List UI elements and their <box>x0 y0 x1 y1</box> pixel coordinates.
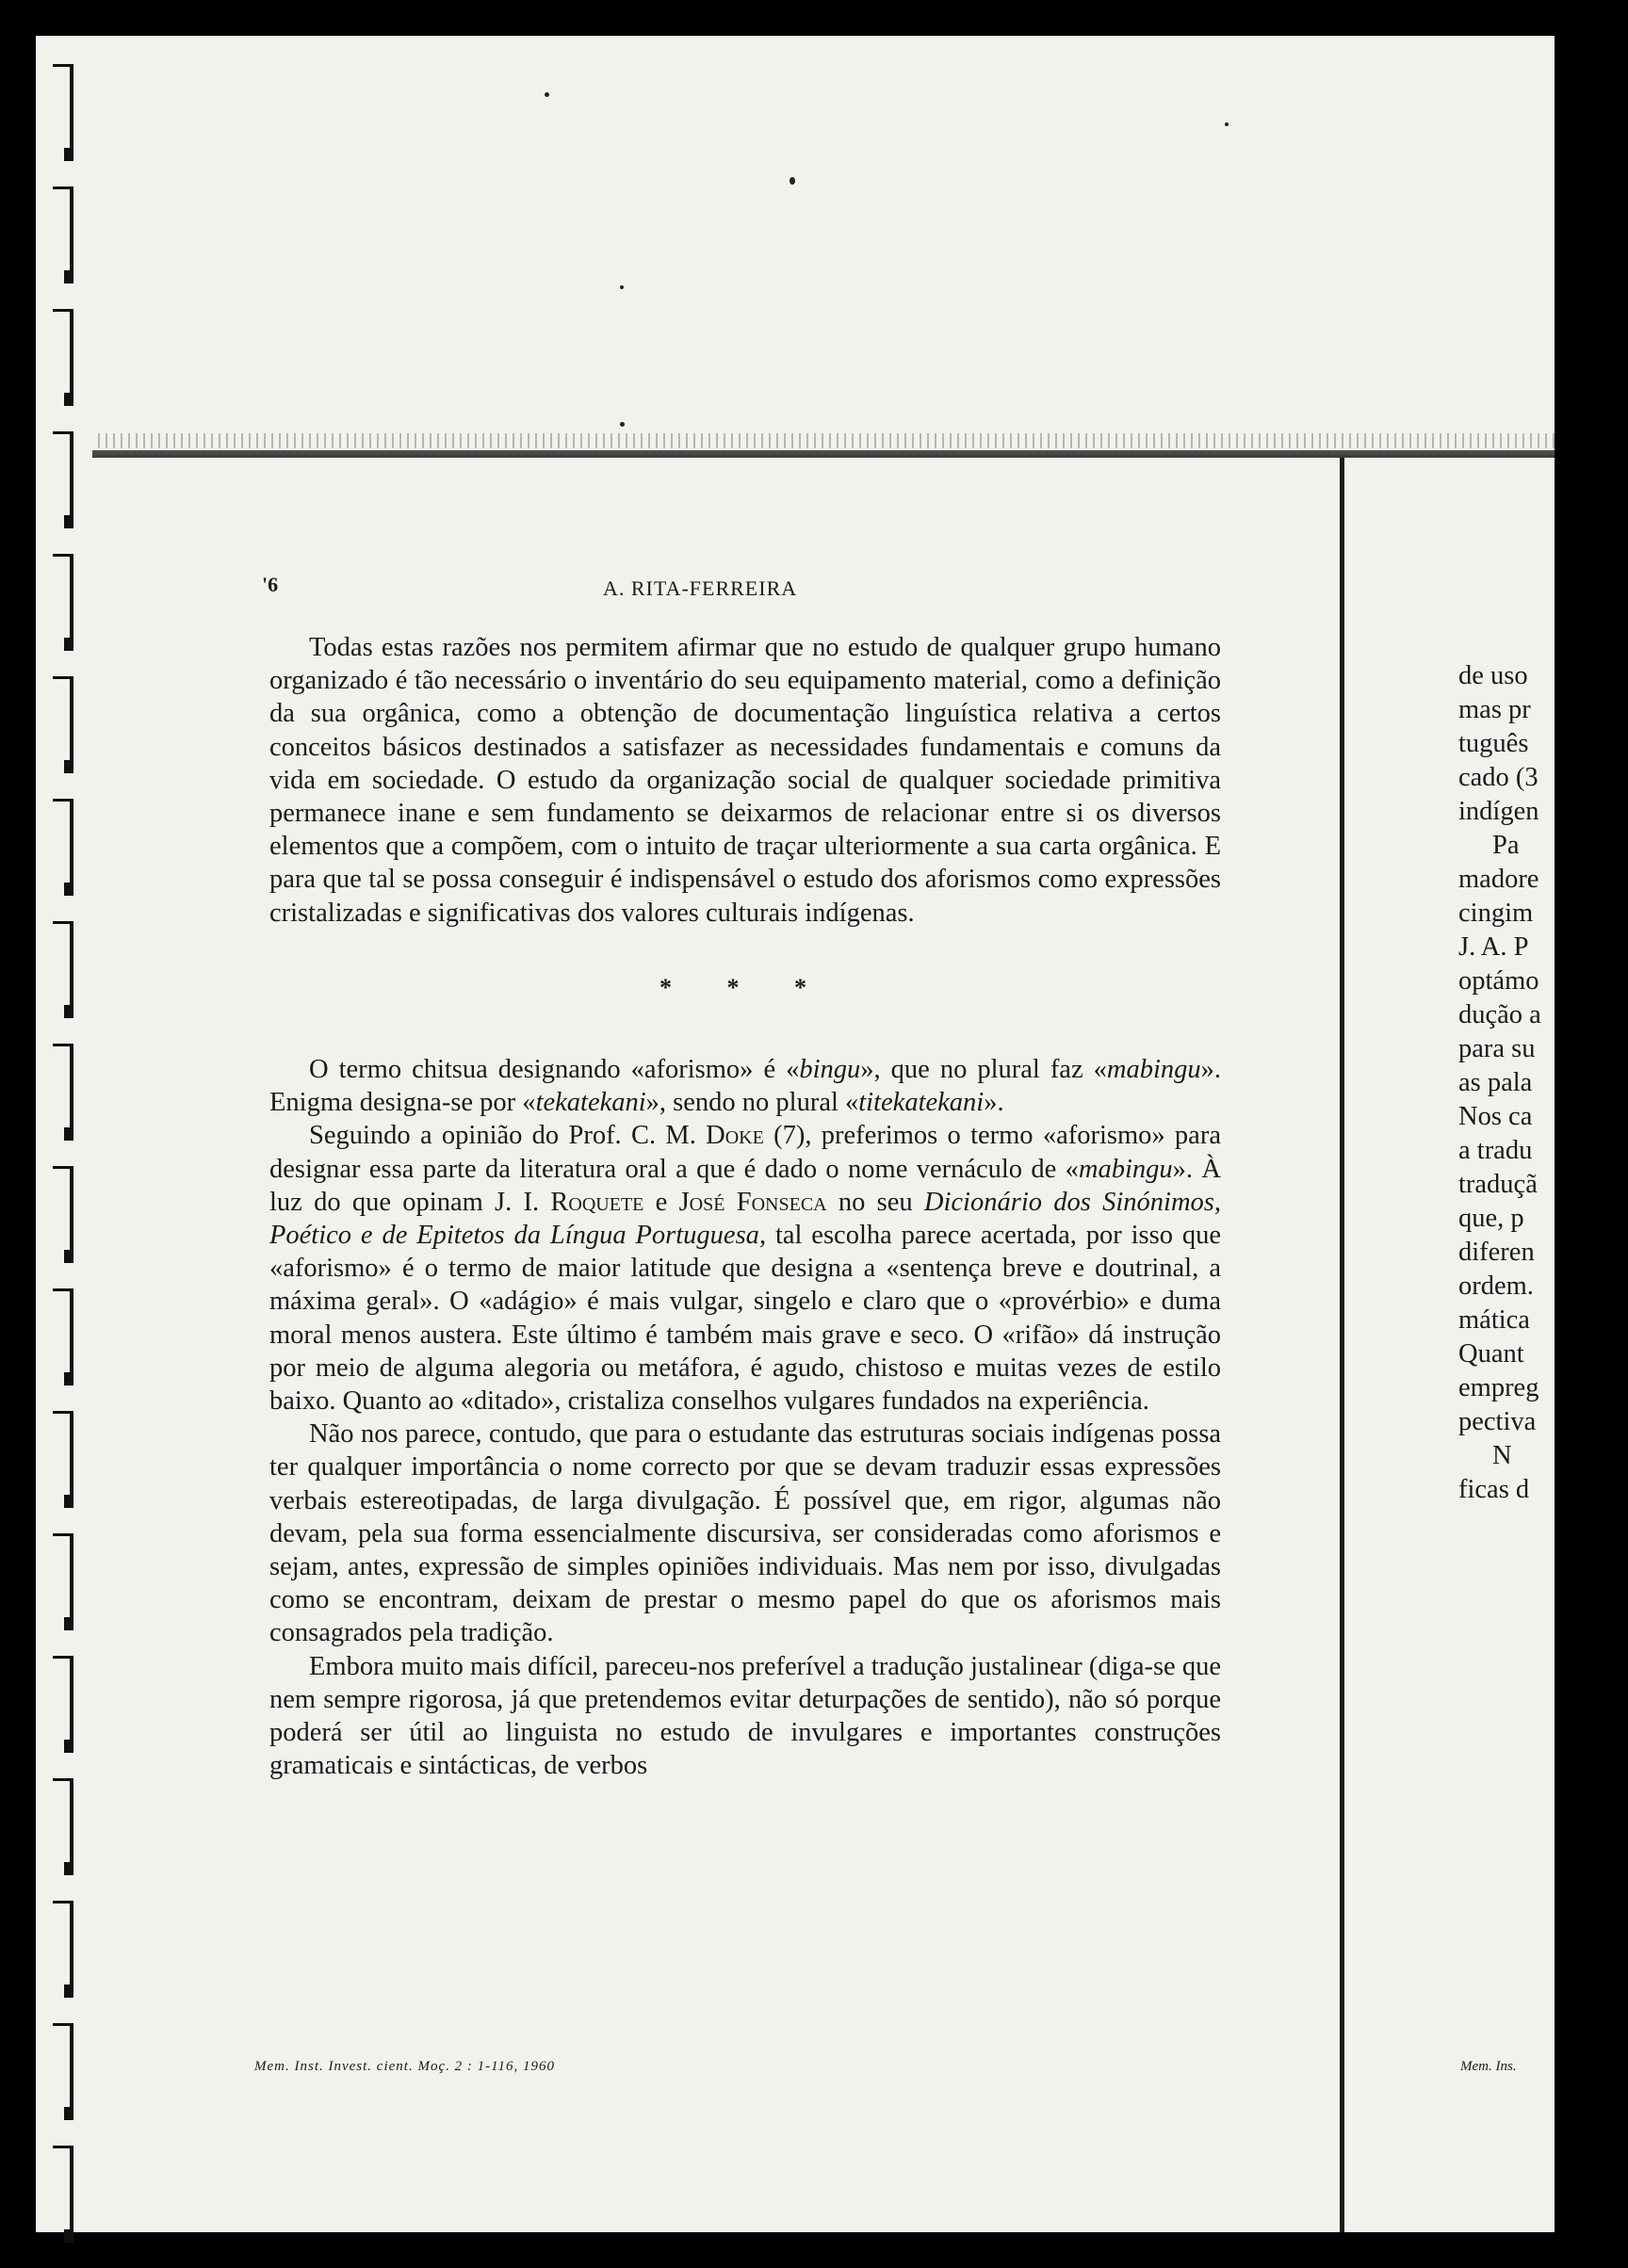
fragment-line: J. A. P <box>1458 932 1529 962</box>
paragraph-4: Não nos parece, contudo, que para o estudante das estruturas sociais indígenas possa ter qualquer importância o nome correcto por que se devam traduzir essas expressões verbais estereotipadas, de larga divulgação. É possível que, em rigor, algumas não devam, pela sua forma essencialmente discursiva, ser consideradas como aforismos e sejam, antes, expressão de simples opiniões individuais. Mas nem por isso, divulgadas como se encontram, deixam de prestar o mesmo papel do que os aforismos mais consagrados pela tradição. <box>269 1419 1221 1648</box>
fragment-line: traduçã <box>1458 1170 1538 1199</box>
facing-page-citation: Mem. Ins. <box>1460 2059 1517 2074</box>
fragment-line: diferen <box>1458 1238 1535 1267</box>
fragment-line: as pala <box>1458 1068 1533 1097</box>
fragment-line: cado (3 <box>1458 763 1538 792</box>
fragment-line: indígen <box>1458 797 1539 826</box>
fragment-line: de uso <box>1458 661 1528 690</box>
fragment-line: ficas d <box>1458 1475 1530 1504</box>
paragraph-2: O termo chitsua designando «aforismo» é «bingu», que no plural faz «mabingu». Enigma designa-se por «tekatekani», sendo no plural «titekatekani». <box>269 1055 1221 1118</box>
fragment-line: ordem. <box>1458 1272 1534 1301</box>
fragment-line: Quant <box>1458 1339 1524 1369</box>
fragment-line: para su <box>1458 1034 1536 1063</box>
scan-speck <box>620 422 625 427</box>
fragment-line: madore <box>1458 865 1539 894</box>
scan-speck <box>545 92 549 97</box>
fragment-line: Pa <box>1492 831 1520 860</box>
section-separator: * * * <box>659 973 831 1001</box>
binder-holes <box>53 64 90 2230</box>
journal-citation: Mem. Inst. Invest. cient. Moç. 2 : 1-116, 1960 <box>254 2059 555 2074</box>
running-head: A. RITA-FERREIRA <box>603 576 798 600</box>
fragment-line: cingim <box>1458 899 1534 928</box>
paragraph-1: Todas estas razões nos permitem afirmar que no estudo de qualquer grupo humano organizado é tão necessário o inventário do seu equipamento material, como a definição da sua orgânica, como a obtenção de documentação linguística relativa a certos conceitos básicos destinados a satisfazer as necessidades fundamentais e comuns da vida em sociedade. O estudo da organização social de qualquer sociedade primitiva permanece inane e sem fundamento se deixarmos de relacionar entre si os diversos elementos que a compõem, com o intuito de traçar ulteriormente a sua carta orgânica. E para que tal se possa conseguir é indispensável o estudo dos aforismos como expressões cristalizadas e significativas dos valores culturais indígenas. <box>269 633 1221 928</box>
scan-speck <box>790 177 795 185</box>
scan-speck <box>620 285 624 289</box>
fragment-line: dução a <box>1458 1000 1541 1029</box>
fragment-line: mática <box>1458 1305 1530 1335</box>
paragraph-3: Seguindo a opinião do Prof. C. M. Doke (7), preferimos o termo «aforismo» para designar essa parte da literatura oral a que é dado o nome vernáculo de «mabingu». À luz do que opinam J. I. Roquete e José Fonseca no seu Dicionário dos Sinónimos, Poético e de Epitetos da Língua Portuguesa, tal escolha parece acertada, por isso que «aforismo» é o termo de maior latitude que designa a «sentença breve e doutrinal, a máxima geral». O «adágio» é mais vulgar, singelo e claro que o «provérbio» e duma moral menos austera. Este último é também mais grave e seco. O «rifão» dá instrução por meio de alguma alegoria ou metáfora, é agudo, chistoso e muitas vezes de estilo baixo. Quanto ao «ditado», cristaliza conselhos vulgares fundados na experiência. <box>269 1121 1221 1417</box>
fragment-line: N <box>1492 1441 1512 1470</box>
fragment-line: tuguês <box>1458 729 1529 758</box>
page-gutter-line <box>1340 458 1344 2232</box>
main-text <box>269 631 1221 1783</box>
page-number: '6 <box>262 573 279 596</box>
facing-page-fragment <box>1458 659 1541 1507</box>
fragment-line: que, p <box>1458 1204 1524 1233</box>
scan-speck <box>1225 122 1229 126</box>
fragment-line: empreg <box>1458 1373 1539 1402</box>
fragment-line: mas pr <box>1458 695 1531 724</box>
fragment-line: pectiva <box>1458 1407 1537 1436</box>
fragment-line: a tradu <box>1458 1136 1533 1165</box>
fragment-line: optámo <box>1458 966 1539 996</box>
fragment-line: Nos ca <box>1458 1102 1533 1131</box>
page-edge-rule <box>92 450 1555 458</box>
paragraph-5: Embora muito mais difícil, pareceu-nos preferível a tradução justalinear (diga-se que nem sempre rigorosa, já que pretendemos evitar deturpações de sentido), não só porque poderá ser útil ao linguista no estudo de invulgares e importantes construções gramaticais e sintácticas, de verbos <box>269 1651 1221 1781</box>
